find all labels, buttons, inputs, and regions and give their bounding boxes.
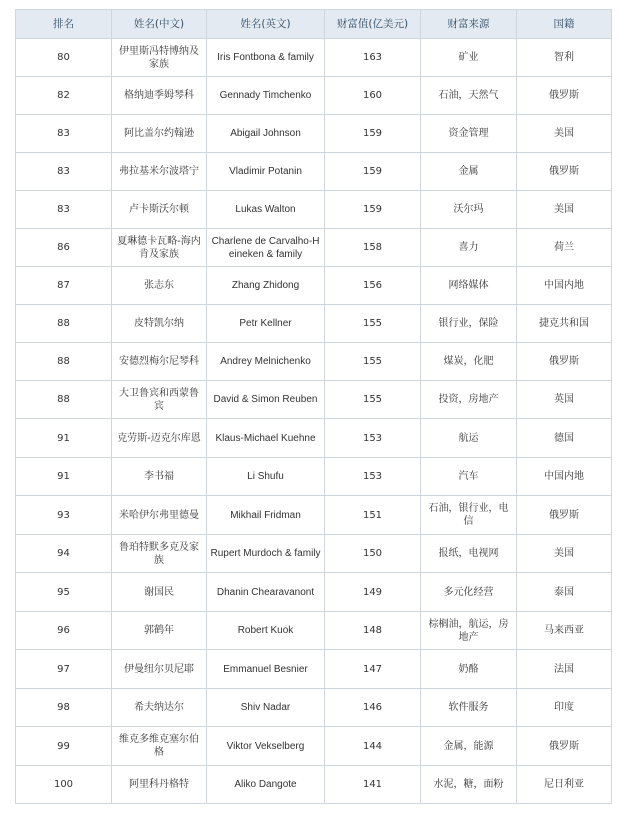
cell-wealth: 151 bbox=[325, 496, 421, 535]
table-row bbox=[16, 229, 612, 267]
cell-name-en: Aliko Dangote bbox=[207, 766, 325, 804]
cell-source: 软件服务 bbox=[421, 689, 517, 727]
cell-nationality: 荷兰 bbox=[517, 229, 612, 267]
table-header-row bbox=[16, 10, 612, 39]
cell-name-en: David & Simon Reuben bbox=[207, 381, 325, 419]
cell-wealth: 147 bbox=[325, 650, 421, 689]
cell-nationality: 俄罗斯 bbox=[517, 153, 612, 191]
table-row bbox=[16, 191, 612, 229]
cell-name-cn: 伊曼纽尔贝尼耶 bbox=[112, 650, 207, 689]
cell-name-cn: 鲁珀特默多克及家族 bbox=[112, 535, 207, 573]
cell-rank: 88 bbox=[16, 305, 112, 343]
header-name-cn: 姓名(中文) bbox=[112, 10, 207, 39]
cell-nationality: 中国内地 bbox=[517, 267, 612, 305]
cell-name-en: Zhang Zhidong bbox=[207, 267, 325, 305]
cell-wealth: 158 bbox=[325, 229, 421, 267]
cell-nationality: 德国 bbox=[517, 419, 612, 458]
cell-name-en: Charlene de Carvalho-Heineken & family bbox=[207, 229, 325, 267]
cell-name-en: Robert Kuok bbox=[207, 612, 325, 650]
table-row bbox=[16, 458, 612, 496]
cell-wealth: 149 bbox=[325, 573, 421, 612]
cell-name-en: Shiv Nadar bbox=[207, 689, 325, 727]
cell-name-cn: 伊里斯冯特博纳及家族 bbox=[112, 39, 207, 77]
cell-name-cn: 张志东 bbox=[112, 267, 207, 305]
cell-source: 棕榈油，航运，房地产 bbox=[421, 612, 517, 650]
cell-wealth: 146 bbox=[325, 689, 421, 727]
cell-source: 金属 bbox=[421, 153, 517, 191]
cell-source: 资金管理 bbox=[421, 115, 517, 153]
cell-rank: 96 bbox=[16, 612, 112, 650]
cell-rank: 98 bbox=[16, 689, 112, 727]
cell-name-cn: 阿比盖尔约翰逊 bbox=[112, 115, 207, 153]
cell-nationality: 智利 bbox=[517, 39, 612, 77]
header-wealth: 财富值(亿美元) bbox=[325, 10, 421, 39]
table-row bbox=[16, 766, 612, 804]
cell-name-cn: 皮特凯尔纳 bbox=[112, 305, 207, 343]
table-row bbox=[16, 305, 612, 343]
cell-nationality: 马来西亚 bbox=[517, 612, 612, 650]
cell-wealth: 160 bbox=[325, 77, 421, 115]
cell-rank: 93 bbox=[16, 496, 112, 535]
cell-name-en: Lukas Walton bbox=[207, 191, 325, 229]
cell-rank: 82 bbox=[16, 77, 112, 115]
cell-name-en: Rupert Murdoch & family bbox=[207, 535, 325, 573]
cell-rank: 97 bbox=[16, 650, 112, 689]
cell-source: 银行业，保险 bbox=[421, 305, 517, 343]
cell-name-cn: 阿里科丹格特 bbox=[112, 766, 207, 804]
cell-name-en: Iris Fontbona & family bbox=[207, 39, 325, 77]
cell-nationality: 美国 bbox=[517, 115, 612, 153]
cell-rank: 83 bbox=[16, 115, 112, 153]
cell-wealth: 155 bbox=[325, 381, 421, 419]
cell-wealth: 156 bbox=[325, 267, 421, 305]
cell-rank: 88 bbox=[16, 381, 112, 419]
cell-source: 水泥，糖，面粉 bbox=[421, 766, 517, 804]
cell-nationality: 俄罗斯 bbox=[517, 727, 612, 766]
cell-source: 石油，天然气 bbox=[421, 77, 517, 115]
cell-name-cn: 克劳斯-迈克尔库恩 bbox=[112, 419, 207, 458]
cell-source: 多元化经营 bbox=[421, 573, 517, 612]
cell-name-cn: 李书福 bbox=[112, 458, 207, 496]
table-row bbox=[16, 39, 612, 77]
cell-name-cn: 安德烈梅尔尼琴科 bbox=[112, 343, 207, 381]
cell-rank: 91 bbox=[16, 458, 112, 496]
table-row bbox=[16, 689, 612, 727]
cell-wealth: 163 bbox=[325, 39, 421, 77]
cell-source: 投资，房地产 bbox=[421, 381, 517, 419]
cell-name-en: Klaus-Michael Kuehne bbox=[207, 419, 325, 458]
cell-wealth: 144 bbox=[325, 727, 421, 766]
table-row bbox=[16, 535, 612, 573]
cell-source: 报纸，电视网 bbox=[421, 535, 517, 573]
cell-name-en: Li Shufu bbox=[207, 458, 325, 496]
cell-source: 石油，银行业，电信 bbox=[421, 496, 517, 535]
table-row bbox=[16, 419, 612, 458]
cell-rank: 94 bbox=[16, 535, 112, 573]
cell-source: 网络媒体 bbox=[421, 267, 517, 305]
cell-nationality: 美国 bbox=[517, 535, 612, 573]
cell-source: 煤炭，化肥 bbox=[421, 343, 517, 381]
table-row bbox=[16, 727, 612, 766]
table-row bbox=[16, 343, 612, 381]
table-row bbox=[16, 612, 612, 650]
cell-name-cn: 谢国民 bbox=[112, 573, 207, 612]
cell-name-en: Emmanuel Besnier bbox=[207, 650, 325, 689]
cell-name-cn: 郭鹤年 bbox=[112, 612, 207, 650]
cell-name-cn: 弗拉基米尔波塔宁 bbox=[112, 153, 207, 191]
cell-rank: 80 bbox=[16, 39, 112, 77]
cell-name-en: Andrey Melnichenko bbox=[207, 343, 325, 381]
table-row bbox=[16, 267, 612, 305]
cell-rank: 83 bbox=[16, 153, 112, 191]
cell-nationality: 美国 bbox=[517, 191, 612, 229]
header-rank: 排名 bbox=[16, 10, 112, 39]
cell-wealth: 159 bbox=[325, 115, 421, 153]
cell-nationality: 捷克共和国 bbox=[517, 305, 612, 343]
cell-name-en: Vladimir Potanin bbox=[207, 153, 325, 191]
cell-name-cn: 大卫鲁宾和西蒙鲁宾 bbox=[112, 381, 207, 419]
cell-source: 矿业 bbox=[421, 39, 517, 77]
table-row bbox=[16, 77, 612, 115]
cell-wealth: 153 bbox=[325, 458, 421, 496]
cell-name-cn: 格纳迪季姆琴科 bbox=[112, 77, 207, 115]
cell-rank: 83 bbox=[16, 191, 112, 229]
cell-nationality: 尼日利亚 bbox=[517, 766, 612, 804]
cell-name-en: Gennady Timchenko bbox=[207, 77, 325, 115]
header-source: 财富来源 bbox=[421, 10, 517, 39]
table-body bbox=[16, 39, 612, 804]
cell-name-cn: 夏琳德卡瓦略-海内肯及家族 bbox=[112, 229, 207, 267]
cell-wealth: 155 bbox=[325, 305, 421, 343]
rich-list-table bbox=[15, 9, 612, 804]
cell-nationality: 俄罗斯 bbox=[517, 496, 612, 535]
cell-nationality: 中国内地 bbox=[517, 458, 612, 496]
table-row bbox=[16, 115, 612, 153]
cell-wealth: 148 bbox=[325, 612, 421, 650]
cell-rank: 99 bbox=[16, 727, 112, 766]
header-nationality: 国籍 bbox=[517, 10, 612, 39]
cell-name-en: Dhanin Chearavanont bbox=[207, 573, 325, 612]
table-row bbox=[16, 381, 612, 419]
cell-source: 金属，能源 bbox=[421, 727, 517, 766]
cell-nationality: 俄罗斯 bbox=[517, 77, 612, 115]
cell-wealth: 141 bbox=[325, 766, 421, 804]
cell-source: 航运 bbox=[421, 419, 517, 458]
cell-nationality: 俄罗斯 bbox=[517, 343, 612, 381]
cell-wealth: 153 bbox=[325, 419, 421, 458]
cell-wealth: 155 bbox=[325, 343, 421, 381]
cell-nationality: 英国 bbox=[517, 381, 612, 419]
cell-wealth: 159 bbox=[325, 191, 421, 229]
table-row bbox=[16, 650, 612, 689]
cell-name-en: Viktor Vekselberg bbox=[207, 727, 325, 766]
table-row bbox=[16, 153, 612, 191]
cell-name-cn: 米哈伊尔弗里德曼 bbox=[112, 496, 207, 535]
cell-source: 汽车 bbox=[421, 458, 517, 496]
cell-rank: 91 bbox=[16, 419, 112, 458]
cell-name-en: Abigail Johnson bbox=[207, 115, 325, 153]
table-row bbox=[16, 496, 612, 535]
cell-wealth: 150 bbox=[325, 535, 421, 573]
cell-rank: 88 bbox=[16, 343, 112, 381]
cell-wealth: 159 bbox=[325, 153, 421, 191]
cell-rank: 87 bbox=[16, 267, 112, 305]
cell-source: 沃尔玛 bbox=[421, 191, 517, 229]
cell-rank: 95 bbox=[16, 573, 112, 612]
cell-name-en: Mikhail Fridman bbox=[207, 496, 325, 535]
header-name-en: 姓名(英文) bbox=[207, 10, 325, 39]
cell-name-en: Petr Kellner bbox=[207, 305, 325, 343]
cell-rank: 86 bbox=[16, 229, 112, 267]
rich-list-container bbox=[15, 9, 611, 804]
cell-name-cn: 卢卡斯沃尔顿 bbox=[112, 191, 207, 229]
cell-source: 喜力 bbox=[421, 229, 517, 267]
cell-nationality: 泰国 bbox=[517, 573, 612, 612]
cell-source: 奶酪 bbox=[421, 650, 517, 689]
table-row bbox=[16, 573, 612, 612]
cell-nationality: 印度 bbox=[517, 689, 612, 727]
cell-nationality: 法国 bbox=[517, 650, 612, 689]
cell-rank: 100 bbox=[16, 766, 112, 804]
cell-name-cn: 希夫纳达尔 bbox=[112, 689, 207, 727]
cell-name-cn: 维克多维克塞尔伯格 bbox=[112, 727, 207, 766]
